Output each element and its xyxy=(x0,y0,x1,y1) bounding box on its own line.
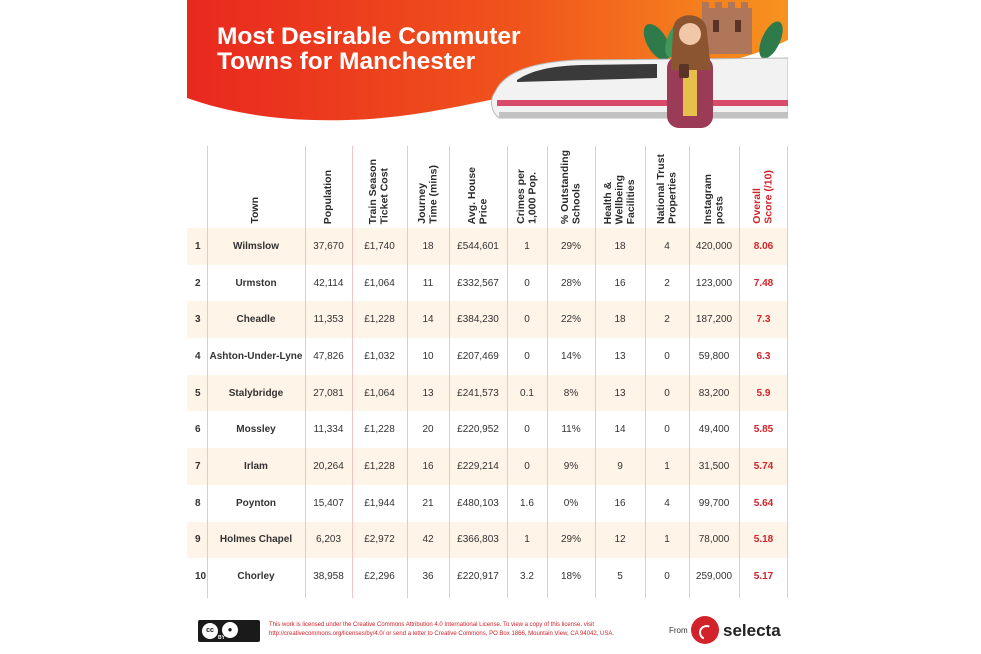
cell-population: 20,264 xyxy=(313,460,344,472)
cell-rank: 3 xyxy=(195,314,201,326)
cell-crimes: 1 xyxy=(524,534,530,546)
cell-town: Stalybridge xyxy=(228,387,284,399)
column-divider xyxy=(547,146,548,598)
cell-score: 5.17 xyxy=(753,571,774,583)
cell-trust: 2 xyxy=(664,277,670,289)
cc-icon: cc xyxy=(201,622,219,640)
cell-town: Irlam xyxy=(244,460,268,472)
cell-schools: 11% xyxy=(561,424,581,436)
license-text: This work is licensed under the Creative Commons Attribution 4.0 International License. To view a copy of this license, visit http://creativecommons.org/licenses/by/4.0/ or send a letter to Creative Commons, PO Box 1866, Mountain View, CA 94042, USA. xyxy=(269,622,615,637)
commuter-person-graphic xyxy=(667,15,713,128)
cell-population: 15,407 xyxy=(313,497,344,509)
cell-score: 8.06 xyxy=(753,240,774,252)
cell-ticket: £1,064 xyxy=(364,277,395,289)
cell-journey: 11 xyxy=(422,277,434,289)
cell-crimes: 3.2 xyxy=(520,571,534,583)
table-row xyxy=(187,265,788,302)
cell-ticket: £2,296 xyxy=(364,571,395,583)
cell-journey: 20 xyxy=(422,424,434,436)
cell-score: 5.85 xyxy=(753,424,774,436)
column-header-score xyxy=(739,146,788,224)
cell-instagram: 78,000 xyxy=(698,534,730,546)
cell-trust: 4 xyxy=(664,497,670,509)
table-row xyxy=(187,522,788,559)
column-header-label: % Outstanding Schools xyxy=(558,149,582,224)
column-header-journey xyxy=(407,146,449,224)
cell-instagram: 259,000 xyxy=(695,571,733,583)
cell-town: Wilmslow xyxy=(232,240,280,252)
column-divider xyxy=(787,146,788,598)
cell-schools: 28% xyxy=(560,277,581,289)
cell-ticket: £1,064 xyxy=(364,387,395,399)
column-header-label: Journey Time (mins) xyxy=(415,165,439,224)
column-divider xyxy=(407,146,408,598)
cell-score: 6.3 xyxy=(756,350,771,362)
cell-trust: 4 xyxy=(664,240,670,252)
cell-health: 14 xyxy=(614,424,626,436)
cell-journey: 36 xyxy=(422,571,434,583)
column-header-label: Instagram posts xyxy=(701,173,725,224)
column-header-label: Train Season Ticket Cost xyxy=(367,158,391,224)
cell-health: 18 xyxy=(614,314,626,326)
cell-rank: 1 xyxy=(195,240,201,252)
cell-population: 6,203 xyxy=(315,534,342,546)
table-row xyxy=(187,338,788,375)
cell-journey: 14 xyxy=(422,314,434,326)
column-header-label: Avg. House Price xyxy=(465,166,489,224)
cell-score: 5.18 xyxy=(753,534,774,546)
cell-schools: 0% xyxy=(563,497,579,509)
page-title xyxy=(217,24,521,74)
cell-house: £241,573 xyxy=(457,387,499,399)
cell-house: £384,230 xyxy=(457,314,499,326)
attribution-person-icon: ● xyxy=(222,622,238,638)
cell-score: 5.74 xyxy=(753,460,774,472)
cell-rank: 2 xyxy=(195,277,201,289)
column-header-health xyxy=(595,146,645,224)
cell-town: Cheadle xyxy=(236,314,276,326)
cell-house: £544,601 xyxy=(457,240,499,252)
column-header-town xyxy=(207,146,305,224)
selecta-logo-icon xyxy=(691,616,719,644)
table-row xyxy=(187,448,788,485)
cell-rank: 9 xyxy=(195,534,201,546)
cell-house: £332,567 xyxy=(457,277,499,289)
cell-score: 5.64 xyxy=(753,497,774,509)
table-row xyxy=(187,558,788,595)
cell-crimes: 1 xyxy=(524,240,530,252)
title-line-1: Most Desirable Commuter xyxy=(217,23,521,50)
cell-town: Poynton xyxy=(236,497,276,509)
column-header-label: Crimes per 1,000 Pop. xyxy=(514,169,538,224)
cell-health: 13 xyxy=(614,387,626,399)
cell-ticket: £1,228 xyxy=(364,460,395,472)
column-header-trust xyxy=(645,146,689,224)
cell-town: Chorley xyxy=(237,571,275,583)
footer xyxy=(187,612,788,654)
cell-rank: 6 xyxy=(195,424,201,436)
cell-ticket: £1,228 xyxy=(364,314,395,326)
cell-crimes: 1.6 xyxy=(520,497,534,509)
cell-health: 18 xyxy=(614,240,626,252)
column-divider xyxy=(645,146,646,598)
cell-rank: 10 xyxy=(195,571,207,583)
column-divider xyxy=(449,146,450,598)
cell-schools: 14% xyxy=(560,350,581,362)
cell-trust: 0 xyxy=(664,387,670,399)
cell-health: 9 xyxy=(617,460,623,472)
cell-rank: 5 xyxy=(195,387,201,399)
table-row xyxy=(187,411,788,448)
cell-crimes: 0 xyxy=(524,277,530,289)
table-header-row xyxy=(187,146,788,228)
cell-house: £220,917 xyxy=(457,571,499,583)
column-header-ticket xyxy=(352,146,407,224)
cell-town: Mossley xyxy=(236,424,276,436)
cell-rank: 7 xyxy=(195,460,201,472)
cell-health: 12 xyxy=(614,534,626,546)
title-line-2: Towns for Manchester xyxy=(217,48,476,75)
cell-town: Holmes Chapel xyxy=(219,534,293,546)
column-header-label: Town xyxy=(249,197,262,224)
column-header-label: Population xyxy=(321,169,334,224)
cell-crimes: 0 xyxy=(524,350,530,362)
cell-schools: 9% xyxy=(563,460,579,472)
cell-schools: 22% xyxy=(560,314,581,326)
cell-population: 11,334 xyxy=(313,424,344,436)
cell-journey: 42 xyxy=(422,534,434,546)
column-header-population xyxy=(305,146,352,224)
cell-instagram: 123,000 xyxy=(695,277,733,289)
column-header-schools xyxy=(547,146,595,224)
table-row xyxy=(187,485,788,522)
table-row xyxy=(187,375,788,412)
cell-journey: 10 xyxy=(422,350,434,362)
cell-crimes: 0.1 xyxy=(520,387,534,399)
table-row xyxy=(187,228,788,265)
column-header-crimes xyxy=(507,146,547,224)
cell-population: 27,081 xyxy=(313,387,344,399)
cell-ticket: £1,740 xyxy=(364,240,395,252)
cell-schools: 29% xyxy=(560,240,581,252)
cell-health: 5 xyxy=(617,571,623,583)
cell-population: 47,826 xyxy=(313,350,344,362)
cell-health: 16 xyxy=(614,277,626,289)
cell-population: 37,670 xyxy=(313,240,344,252)
cell-crimes: 0 xyxy=(524,314,530,326)
cell-house: £480,103 xyxy=(457,497,499,509)
cell-schools: 29% xyxy=(560,534,581,546)
column-divider xyxy=(739,146,740,598)
column-divider xyxy=(207,146,208,598)
column-header-label: Health & Wellbeing Facilities xyxy=(601,174,637,224)
cell-journey: 13 xyxy=(422,387,434,399)
column-divider xyxy=(689,146,690,598)
cell-trust: 0 xyxy=(664,350,670,362)
castle-graphic xyxy=(702,2,752,54)
cell-health: 16 xyxy=(614,497,626,509)
cell-town: Ashton-Under-Lyne xyxy=(209,350,303,362)
cell-population: 11,353 xyxy=(313,314,344,326)
column-divider xyxy=(507,146,508,598)
column-header-house xyxy=(449,146,507,224)
column-divider xyxy=(595,146,596,598)
table-row xyxy=(187,301,788,338)
cell-schools: 8% xyxy=(563,387,579,399)
cell-score: 7.3 xyxy=(756,314,771,326)
cell-house: £229,214 xyxy=(457,460,499,472)
column-header-rank xyxy=(187,146,207,224)
cell-ticket: £1,032 xyxy=(364,350,395,362)
cell-population: 38,958 xyxy=(313,571,344,583)
cell-house: £220,952 xyxy=(457,424,499,436)
table-body xyxy=(187,228,788,595)
cell-health: 13 xyxy=(614,350,626,362)
infographic-card xyxy=(187,0,788,654)
cell-instagram: 31,500 xyxy=(698,460,730,472)
header-banner xyxy=(187,0,788,128)
cell-crimes: 0 xyxy=(524,460,530,472)
cell-ticket: £1,228 xyxy=(364,424,395,436)
cell-instagram: 99,700 xyxy=(698,497,730,509)
cell-instagram: 187,200 xyxy=(695,314,733,326)
cell-crimes: 0 xyxy=(524,424,530,436)
cell-rank: 4 xyxy=(195,350,201,362)
brand-name: selecta xyxy=(723,621,781,640)
cell-instagram: 59,800 xyxy=(698,350,730,362)
cell-trust: 1 xyxy=(664,460,670,472)
cell-trust: 2 xyxy=(664,314,670,326)
by-label: BY xyxy=(218,635,225,641)
cell-journey: 21 xyxy=(422,497,434,509)
cell-score: 5.9 xyxy=(756,387,771,399)
cell-journey: 18 xyxy=(422,240,434,252)
cell-score: 7.48 xyxy=(753,277,774,289)
cell-instagram: 420,000 xyxy=(695,240,733,252)
cell-rank: 8 xyxy=(195,497,201,509)
from-label: From xyxy=(669,626,688,635)
train-graphic xyxy=(492,58,788,118)
cell-journey: 16 xyxy=(422,460,434,472)
commuter-towns-table xyxy=(187,146,788,595)
cell-trust: 1 xyxy=(664,534,670,546)
cell-town: Urmston xyxy=(235,277,277,289)
cell-population: 42,114 xyxy=(313,277,344,289)
cell-instagram: 83,200 xyxy=(698,387,730,399)
column-header-label: National Trust Properties xyxy=(654,153,678,224)
cell-house: £207,469 xyxy=(457,350,499,362)
cell-trust: 0 xyxy=(664,571,670,583)
column-divider xyxy=(352,146,353,598)
creative-commons-badge xyxy=(198,620,260,642)
cell-instagram: 49,400 xyxy=(698,424,730,436)
column-header-label: Overall Score (/10) xyxy=(751,170,775,224)
cell-trust: 0 xyxy=(664,424,670,436)
cell-ticket: £1,944 xyxy=(364,497,395,509)
column-divider xyxy=(305,146,306,598)
column-header-instagram xyxy=(689,146,739,224)
cell-schools: 18% xyxy=(560,571,581,583)
cell-ticket: £2,972 xyxy=(364,534,395,546)
cell-house: £366,803 xyxy=(457,534,499,546)
